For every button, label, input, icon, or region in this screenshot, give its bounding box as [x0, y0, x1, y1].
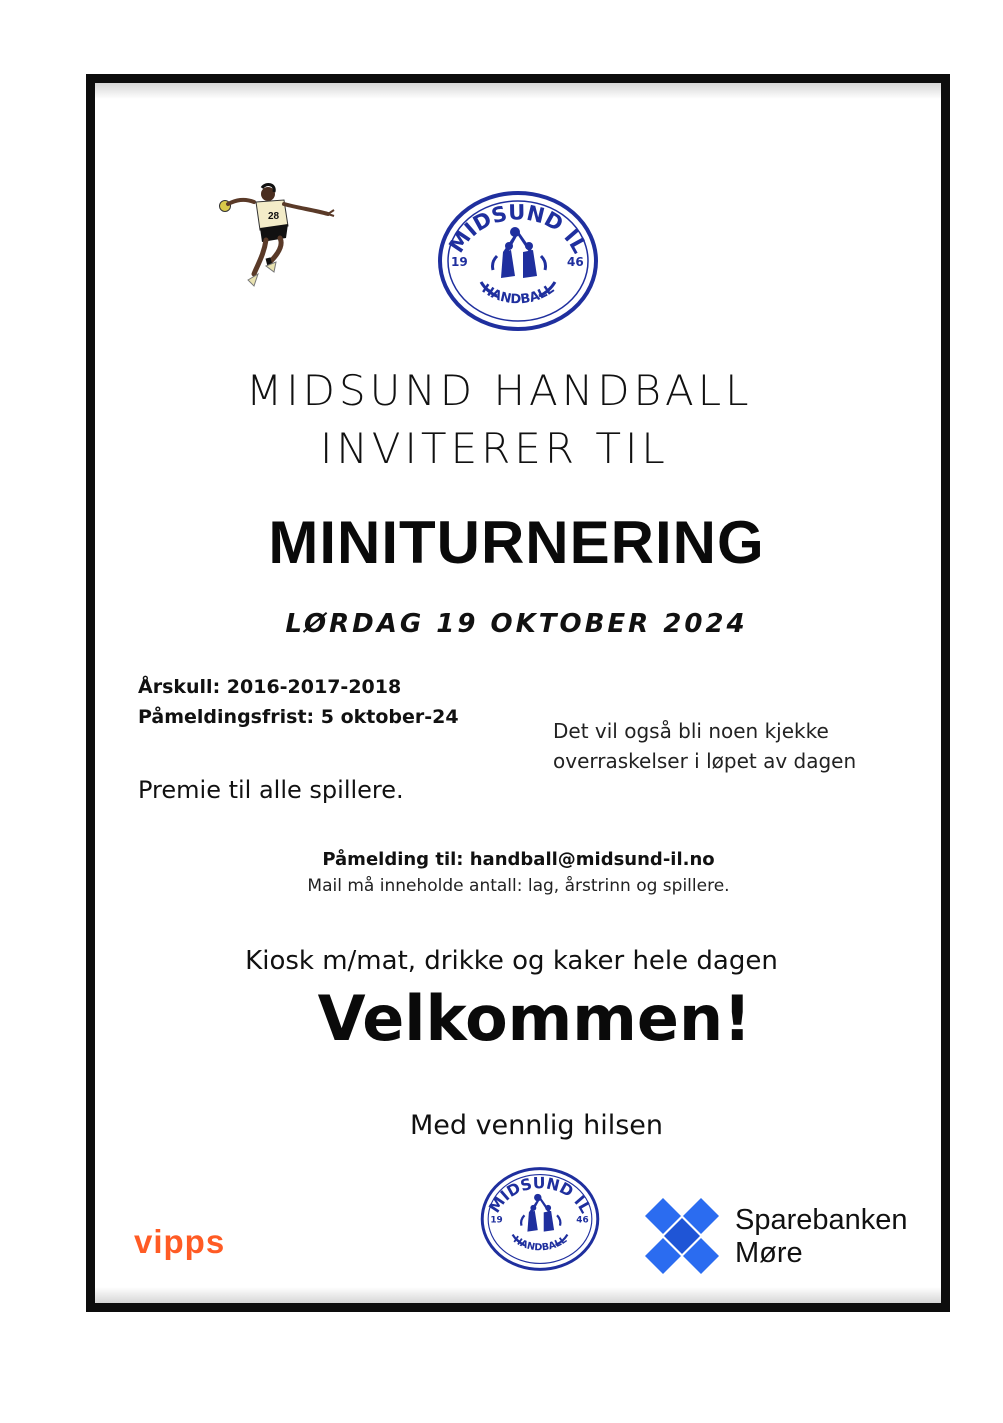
bank-name-line-2: Møre — [735, 1237, 803, 1269]
logo-small-club-name: MIDSUND IL — [485, 1174, 595, 1217]
club-logo-icon — [437, 190, 599, 332]
top-shade — [95, 83, 941, 99]
club-logo-small-icon — [480, 1165, 600, 1273]
surprises-line-2: overraskelser i løpet av dagen — [553, 749, 857, 773]
logo-small-sport: HANDBALL — [511, 1234, 569, 1254]
welcome-text: Velkommen! — [317, 982, 752, 1055]
prize-note: Premie til alle spillere. — [138, 776, 404, 804]
logo-year-right: 46 — [567, 255, 584, 269]
signup-deadline: Påmeldingsfrist: 5 oktober-24 — [138, 706, 459, 728]
logo-sport: HANDBALL — [478, 281, 558, 308]
logo-year-left: 19 — [451, 255, 468, 269]
heading-line-2: INVITERER TIL — [320, 424, 669, 473]
kiosk-note: Kiosk m/mat, drikke og kaker hele dagen — [245, 946, 778, 976]
logo-club-name: MIDSUND IL — [444, 200, 592, 258]
signup-email: Påmelding til: handball@midsund-il.no — [322, 849, 715, 870]
age-groups: Årskull: 2016-2017-2018 — [138, 676, 402, 698]
event-date: LØRDAG 19 OKTOBER 2024 — [285, 609, 748, 639]
heading-line-1: MIDSUND HANDBALL — [246, 366, 753, 415]
bottom-shade — [95, 1287, 941, 1303]
handball-player-icon — [214, 182, 338, 294]
signup-block — [0, 849, 1003, 896]
sparebanken-mark-icon — [643, 1196, 723, 1276]
mail-requirements: Mail må inneholde antall: lag, årstrinn og spillere. — [307, 876, 730, 896]
jersey-number: 28 — [268, 211, 280, 222]
bank-name-line-1: Sparebanken — [735, 1204, 908, 1236]
logo-small-year-right: 46 — [576, 1215, 589, 1226]
surprises-line-1: Det vil også bli noen kjekke — [553, 719, 829, 743]
sparebanken-logo-text — [735, 1204, 908, 1270]
greeting-text: Med vennlig hilsen — [409, 1110, 664, 1141]
vipps-logo: vipps — [134, 1223, 226, 1260]
player-figure — [220, 185, 335, 286]
logo-small-year-left: 19 — [490, 1215, 503, 1226]
event-title: MINITURNERING — [268, 509, 765, 576]
surprises-note — [553, 716, 856, 776]
